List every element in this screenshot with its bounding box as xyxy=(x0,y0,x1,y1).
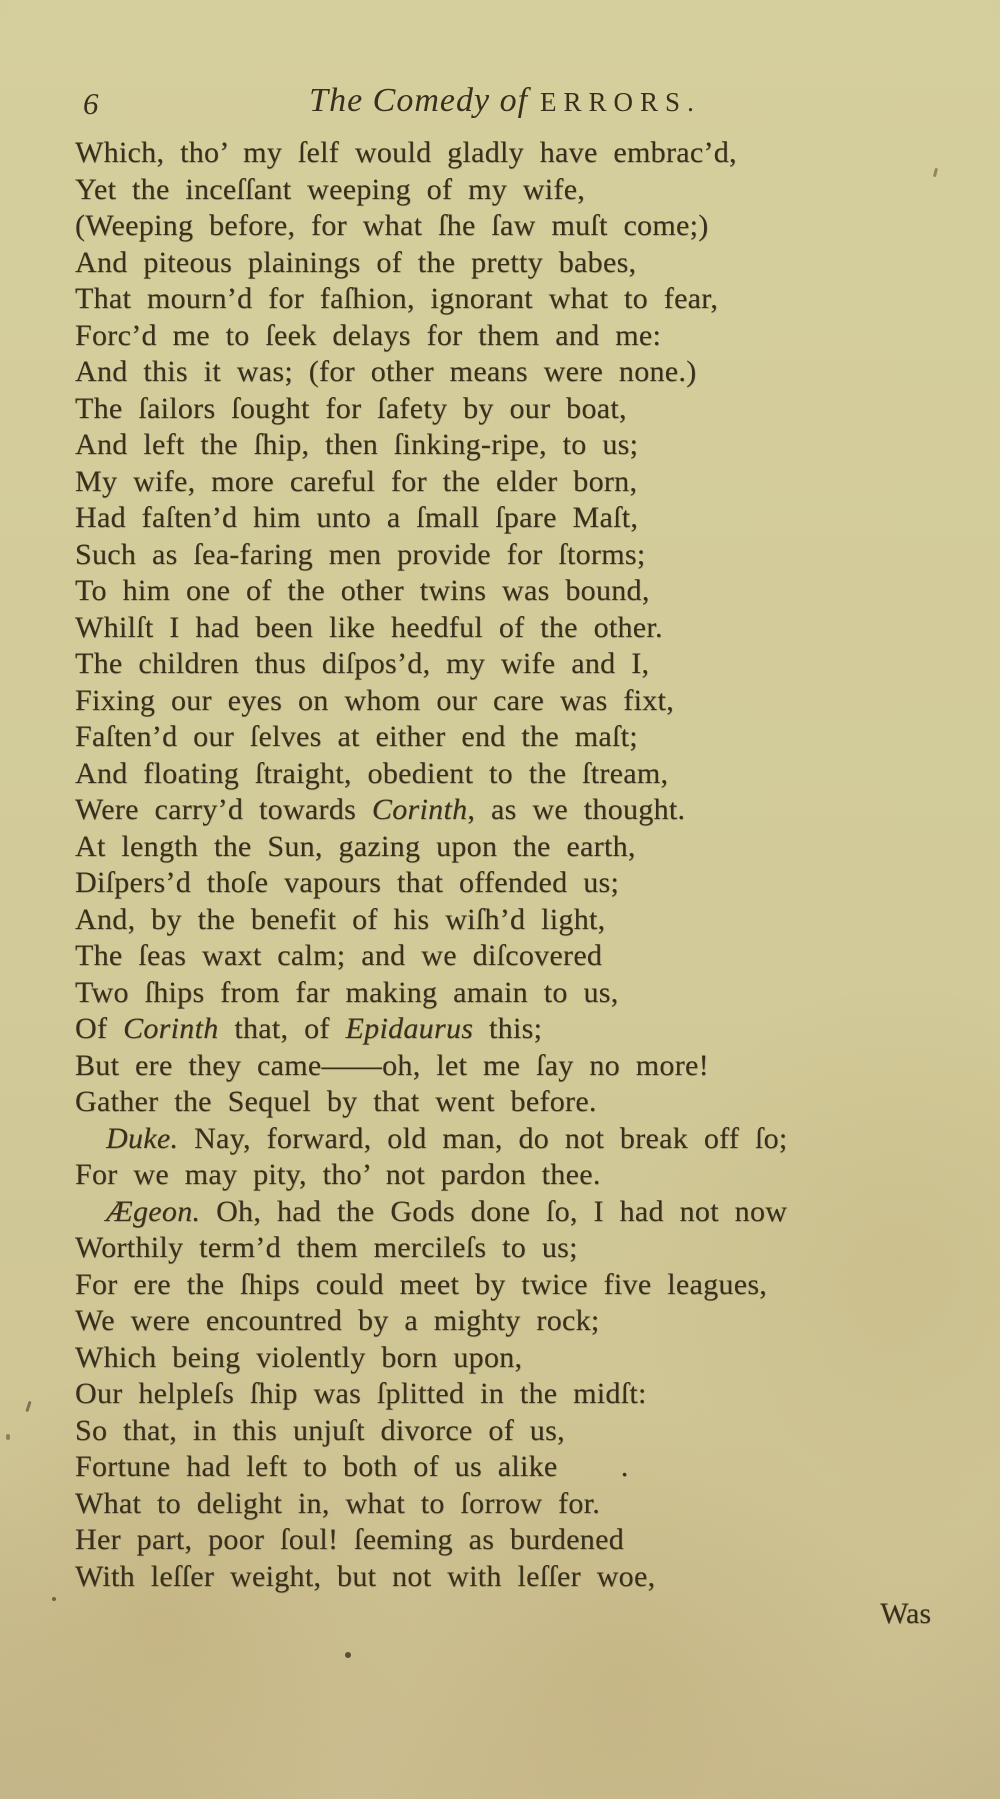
verse-text: And floating ſtraight, obedient to the ſtream, xyxy=(75,756,669,790)
verse-text: The children thus diſpos’d, my wife and I, xyxy=(75,647,650,680)
text-line xyxy=(75,1121,935,1158)
text-line xyxy=(75,318,935,355)
text-line xyxy=(75,1048,935,1085)
verse-text: Of xyxy=(75,1012,124,1045)
verse-text: We were encountred by a mighty rock; xyxy=(75,1304,600,1337)
text-line xyxy=(75,1194,935,1231)
page-content xyxy=(75,82,935,1631)
ink-speck xyxy=(52,1597,56,1601)
text-line xyxy=(75,391,935,428)
verse-text: Diſpers’d thoſe vapours that offended us; xyxy=(75,866,620,899)
verse-text: Such as ſea-faring men provide for ſtorms; xyxy=(75,537,646,571)
verse-text: Oh, had the Gods done ſo, I had not now xyxy=(200,1194,788,1228)
text-line xyxy=(75,792,935,829)
page-number: 6 xyxy=(83,86,99,121)
verse-text: this; xyxy=(473,1012,543,1045)
text-line xyxy=(75,829,935,866)
verse-text: Faſten’d our ſelves at either end the maſt; xyxy=(75,720,638,753)
verse-text: That mourn’d for faſhion, ignorant what to fear, xyxy=(75,282,719,315)
catchword: Was xyxy=(880,1597,931,1630)
text-line xyxy=(75,719,935,756)
verse-text: Fortune had left to both of us alike . xyxy=(75,1450,629,1483)
verse-text: Were carry’d towards xyxy=(75,793,372,826)
text-line xyxy=(75,1084,935,1121)
text-line xyxy=(75,1267,935,1304)
italic-text: Corinth xyxy=(371,793,468,826)
text-line xyxy=(75,1413,935,1450)
verse-text: (Weeping before, for what ſhe ſaw muſt come;) xyxy=(75,209,709,242)
text-line xyxy=(75,537,935,574)
text-line xyxy=(75,1486,935,1523)
verse-text: Whilſt I had been like heedful of the other. xyxy=(75,610,663,644)
verse-text: Her part, poor ſoul! ſeeming as burdened xyxy=(75,1523,625,1556)
text-line xyxy=(75,1559,935,1596)
verse-text: Gather the Sequel by that went before. xyxy=(75,1085,597,1118)
verse-text: My wife, more careful for the elder born, xyxy=(75,464,638,498)
text-line xyxy=(75,245,935,282)
text-line xyxy=(75,172,935,209)
text-line xyxy=(75,975,935,1012)
verse-text: And this it was; (for other means were none.) xyxy=(75,355,697,388)
margin-mark xyxy=(25,1401,31,1412)
verse-text: But ere they came——oh, let me ſay no more! xyxy=(75,1048,709,1082)
verse-text: Had faſten’d him unto a ſmall ſpare Maſt, xyxy=(75,501,639,534)
verse-text: With leſſer weight, but not with leſſer woe, xyxy=(75,1559,656,1593)
verse-text: that, of xyxy=(218,1012,346,1045)
text-line xyxy=(75,683,935,720)
text-line xyxy=(75,464,935,501)
text-line xyxy=(75,135,935,172)
text-line xyxy=(75,1340,935,1377)
title-italic-part: The Comedy of xyxy=(309,82,529,119)
text-line xyxy=(75,865,935,902)
text-line xyxy=(75,427,935,464)
italic-text: Epidaurus xyxy=(345,1012,474,1045)
text-line xyxy=(75,646,935,683)
verse-text: For ere the ſhips could meet by twice five leagues, xyxy=(75,1267,768,1301)
verse-text: Our helpleſs ſhip was ſplitted in the midſt: xyxy=(75,1377,647,1410)
margin-mark xyxy=(6,1434,10,1440)
text-line xyxy=(75,354,935,391)
text-line xyxy=(75,610,935,647)
verse-text: Which, tho’ my ſelf would gladly have embrac’d, xyxy=(75,136,737,169)
verse-text: And piteous plainings of the pretty babes, xyxy=(75,245,637,279)
text-line xyxy=(75,281,935,318)
text-line xyxy=(75,1376,935,1413)
verse-text: Worthily term’d them mercileſs to us; xyxy=(75,1231,578,1264)
text-line xyxy=(75,1303,935,1340)
ink-speck xyxy=(345,1652,351,1658)
verse-text: For we may pity, tho’ not pardon thee. xyxy=(75,1158,601,1191)
text-line xyxy=(75,1449,935,1486)
verse-text: Two ſhips from far making amain to us, xyxy=(75,975,619,1009)
text-line xyxy=(75,1011,935,1048)
text-line xyxy=(75,500,935,537)
verse-text: So that, in this unjuſt divorce of us, xyxy=(75,1413,565,1447)
verse-text: At length the Sun, gazing upon the earth, xyxy=(75,829,636,863)
italic-text: Corinth xyxy=(123,1012,219,1045)
text-line xyxy=(75,1522,935,1559)
page-title xyxy=(75,82,935,120)
italic-text: Ægeon. xyxy=(106,1194,201,1228)
verse-text: And left the ſhip, then ſinking-ripe, to us; xyxy=(75,428,639,461)
italic-text: Duke. xyxy=(106,1121,179,1155)
verse-text: The ſailors ſought for ſafety by our boat, xyxy=(75,391,627,425)
text-line xyxy=(75,1157,935,1194)
text-line xyxy=(75,938,935,975)
text-line xyxy=(75,756,935,793)
verse-text: Nay, forward, old man, do not break off ſo; xyxy=(178,1121,788,1155)
body-text xyxy=(75,135,935,1595)
text-line xyxy=(75,1230,935,1267)
verse-text: Yet the inceſſant weeping of my wife, xyxy=(75,172,586,206)
title-caps-part: ERRORS. xyxy=(540,87,701,117)
verse-text: Fixing our eyes on whom our care was fixt, xyxy=(75,683,674,717)
verse-text: , as we thought. xyxy=(467,793,686,826)
verse-text: And, by the benefit of his wiſh’d light, xyxy=(75,902,606,936)
text-line xyxy=(75,208,935,245)
running-head xyxy=(75,82,935,128)
verse-text: To him one of the other twins was bound, xyxy=(75,574,650,607)
verse-text: What to delight in, what to ſorrow for. xyxy=(75,1486,601,1520)
margin-mark xyxy=(933,168,938,177)
verse-text: The ſeas waxt calm; and we diſcovered xyxy=(75,939,603,972)
text-line xyxy=(75,902,935,939)
text-line xyxy=(75,573,935,610)
verse-text: Forc’d me to ſeek delays for them and me: xyxy=(75,318,662,352)
verse-text: Which being violently born upon, xyxy=(75,1340,523,1374)
